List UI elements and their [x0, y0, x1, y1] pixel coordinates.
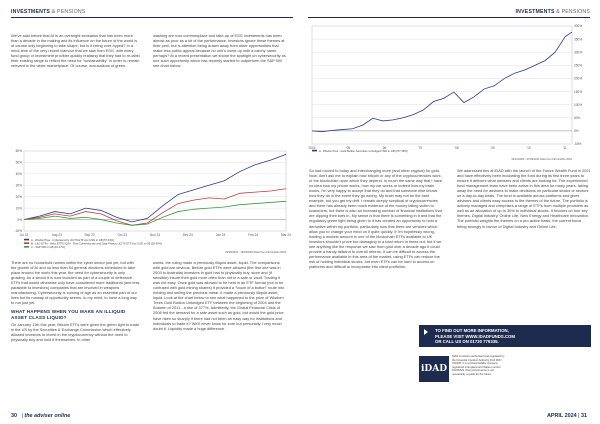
y-tick-label: -10%	[14, 229, 22, 234]
article-col-5	[309, 168, 443, 273]
y-tick-label: 200%	[574, 76, 583, 81]
plot-area	[24, 151, 286, 231]
x-tick-label: '08	[454, 146, 459, 150]
footer-left	[11, 413, 70, 419]
publication-name: the adviser online	[24, 413, 71, 419]
y-tick-label: 0%	[17, 217, 22, 222]
running-head-section: INVESTMENTS	[11, 9, 51, 15]
running-head-right	[516, 9, 590, 15]
y-tick-label: 10%	[15, 206, 22, 211]
legend-swatch	[24, 239, 29, 241]
paragraph: We addressed this at iDAD with the launch of the Future Wealth Fund in 2021 and have effectively been incubating the fund during its first three years to ensure it delivers what advisers and clients are looking for. The experienced fund management team have been active in this area for many years, taking away the need for advisers to make decisions on particular stocks or sectors on a day-to-day basis. The fund is available across platforms and gives advisers and clients easy access to the themes of the future. The portfolio is actively managed and comprises a range of ETFs from multiple providers as well as an allocation of up to 30% to individual stocks. It focuses on four key themes, Digital Industry, Online Life, New Energy and Healthcare Innovation. The portfolio weights the themes on a pro-active basis, the current focus being strongly in favour of Digital Industry and Online Life.	[457, 168, 591, 229]
x-tick-label: '09	[490, 146, 495, 150]
running-head-subsection: PENSIONS	[57, 9, 86, 15]
y-tick-label: 300%	[574, 50, 583, 55]
x-tick-label: Sep 23	[84, 233, 95, 237]
legend-entry: C - S&P 500 in GB [16.27%]	[31, 246, 65, 250]
section-heading: WHAT HAPPENS WHEN YOU MAKE AN ILLIQUID ASSET CLASS LIQUID?	[11, 309, 126, 320]
legend-entry: A - WisdomTree - Gold Bullion Securities Unhedged USD in GB [377.38%]	[319, 150, 408, 153]
article-col-2	[153, 33, 286, 72]
paragraph: words, the ruling made a previously illiquid asset, liquid. The comparisons with gold are obvious. Before gold ETFs were allowed (the first one was in 2003 in Australia) investors in gold had to physically buy, store and (if sensible) insure their gold more often than not in a safe or vault. Trading it was not easy. Once gold was allowed to be held in an ETF format (not to be confused with gold mining shares) it provided a "touch of a button" route into holding and selling the precious metal. It made a previously illiquid asset, liquid. Look at the chart below to see what happened to the price of Wisdom Trees Gold Bullion Unhedged ETF between the beginning of 2004 and the Autumn of 2011 - a rise of 377%. Admittedly, the Global Financial Crisis of 2008 fed the demand for a safe asset such as gold, but would the gold price have risen so sharply if there had not been an easy way for institutions and individuals to trade it? We'll never know for sure but personally I very much doubt it. Liquidity made a huge difference.	[153, 260, 285, 331]
footer-separator: |	[20, 413, 25, 419]
paragraph: There are no household names within the cyber sector just yet, but with the growth of AI and no less than 54 general elections scheduled to take place around the world this year, the need for cybersecurity is only growing. As a sector it is now included as part of a couple of defensive ETFs that would otherwise only have considered more traditional (and less palatable to investors) companies that are involved in weapons manufacturing. Cybersecurity is coming of age as an essential part of our lives but its runway of opportunity seems, to my mind, to have a long way to run just yet.	[11, 260, 140, 306]
header-rule	[308, 17, 590, 18]
y-tick-label: 100%	[574, 102, 583, 107]
cyber-chart	[10, 147, 292, 257]
page-number: 31	[581, 413, 587, 419]
y-tick-label: 50%	[15, 160, 22, 165]
chart-source: 29/08/2023 - 18/03/2024 Data from FE fundinfo 2024	[225, 251, 286, 254]
paragraph: washing are now commonplace and take-up of ESG investments has been almost as poor as a lot of the performance. Investors ignore these themes at their peril, but is attention being drawn away from other opportunities that make less public appeal because no one's come up with a catchy name perhaps? At a recent presentation we shone the spotlight on cybersecurity as one such opportunity which has recently started to outperform the S&P 500 see chart below.	[153, 33, 286, 69]
x-tick-label: 2004	[308, 146, 316, 150]
gold-chart-svg	[308, 22, 592, 162]
cta-line: TO FIND OUT MORE INFORMATION,	[435, 328, 509, 333]
article-col-3	[11, 260, 140, 346]
y-tick-label: 40%	[15, 172, 22, 177]
running-head-separator: &	[554, 9, 562, 15]
x-tick-label: '05	[346, 146, 351, 150]
article-col-1	[11, 33, 140, 72]
paragraph: So had moved to today and interchanging more (and other cryptos) for gold. Now, don't ask me to explain how bitcoin or any of the cryptocurrencies work, or the blockchain upon which they depend. In much the same way that I have no idea how my phone works, how my car works or indeed how my brain works, I'm very happy to accept that they do and that someone else knows how they do in the event they go wrong. My brain may not be the best example, but you get my drift. I remain deeply sceptical of cryptocurrencies and there has already been much evidence of the money falling victim to scammers, but there is also an increasing number of financial institutions that are dipping their toes in. My sense is that there is something in it and that the regulatory green light being given to it has created an opportunity to hold a derivative within my portfolio, particularly now that there are vehicles which allow you to change your mind on it quite quickly. If I'm hopelessly wrong, holding a modest amount in one of the blockchain ETFs available to UK investors shouldn't prove too damaging to a total return in times out, but if we see anything like the response we saw from gold over a decade ago it could provide a handy tailwind to overall returns. It can be difficult to access the performance available in this area of the market, using ETFs can reduce the risk of holding individual stocks, but even ETFs can be hard to access on platforms and difficult to incorporate into client portfolios.	[309, 168, 443, 269]
page-number: 30	[11, 413, 17, 419]
cta-link[interactable]: PLEASE VISIT WWW.IDADFUNDS.COM	[435, 333, 515, 339]
y-tick-label: 20%	[15, 194, 22, 199]
idad-logo: iDAD	[419, 356, 449, 382]
x-tick-label: Jul 23	[19, 233, 29, 237]
x-tick-label: '10	[526, 146, 531, 150]
play-arrow-icon	[424, 329, 428, 335]
paragraph: We've said before that AI is an overnight sensation that has been more than a decade in the making and its influence on the future of the world is of course only beginning to take shape, but is it being over-hyped? In a mind-time of the very recent clamour that we saw from ESG, with every fund group or investment provider quickly realising that they had to re-label their existing range to reflect the need for "sustainability" in order to remain relevant in the wider marketplace. Of course, accusations of green-	[11, 33, 140, 69]
x-tick-label: Mar 24	[281, 233, 291, 237]
y-tick-label: 30%	[15, 183, 22, 188]
x-tick-label: Feb 24	[248, 233, 259, 237]
header-rule	[11, 17, 293, 18]
article-col-6	[457, 168, 591, 233]
x-tick-label: Nov 23	[149, 233, 161, 237]
running-head-subsection: PENSIONS	[561, 9, 590, 15]
issue-date: APRIL 2024	[547, 413, 577, 419]
running-head-left	[11, 9, 85, 15]
plot-area	[312, 26, 572, 144]
disclaimer: iDAD Limited is authorised and regulated by the Financial Conduct Authority FCA FRN 760445. It is a limited liability company registered in England and Wales number 10221823. Past performance is not necessarily a guide for the future.	[452, 355, 505, 376]
right-page	[300, 0, 600, 424]
running-head-section: INVESTMENTS	[515, 9, 555, 15]
chart-source: 31/12/2003 - 07/09/2011 Data from FE fundinfo 2024	[511, 158, 572, 161]
x-tick-label: Dec 23	[182, 233, 193, 237]
cyber-chart-svg	[10, 147, 292, 257]
x-tick-label: '11	[562, 146, 567, 150]
cta-box[interactable]	[419, 325, 591, 347]
y-tick-label: 250%	[574, 63, 583, 68]
footer-separator: |	[576, 413, 581, 419]
legend-swatch	[312, 150, 317, 152]
x-tick-label: Aug 23	[51, 233, 62, 237]
y-tick-label: 350%	[574, 37, 583, 42]
y-tick-label: 0%	[574, 129, 579, 134]
legend-entry: A - WisdomTree - Cybersecurity UCITS ETF Acc USD in GB [57.03%]	[31, 239, 114, 242]
x-tick-label: Oct 23	[117, 233, 127, 237]
y-tick-label: -50%	[574, 142, 582, 147]
legend-entry: B - L&G ETFs - Hsbc ETFS ICAV - Rize Cybersecurity and Data Privacy UCITS ETF Acc USD in GB [26.90%]	[31, 242, 162, 246]
x-tick-label: '07	[418, 146, 423, 150]
x-tick-label: Jan 24	[215, 233, 226, 237]
y-tick-label: 60%	[15, 149, 22, 154]
y-tick-label: 50%	[574, 115, 581, 120]
gold-chart	[308, 22, 592, 162]
footer-right	[547, 413, 590, 419]
legend-swatch	[24, 246, 29, 248]
running-head-separator: &	[50, 9, 58, 15]
y-tick-label: 150%	[574, 89, 583, 94]
x-tick-label: '06	[382, 146, 387, 150]
y-tick-label: 400%	[574, 24, 583, 29]
paragraph: On January 11th this year, Bitcoin ETFs were given the green light to trade in the US by the Securities & Exchange Commission which effectively allowed investors to invest in the cryptocurrency without the need to physically buy and hold it themselves. In other	[11, 322, 140, 343]
cta-phone[interactable]: OR CALL US ON 01730 779335.	[435, 339, 499, 345]
legend-swatch	[24, 242, 29, 244]
article-col-4	[153, 260, 286, 335]
